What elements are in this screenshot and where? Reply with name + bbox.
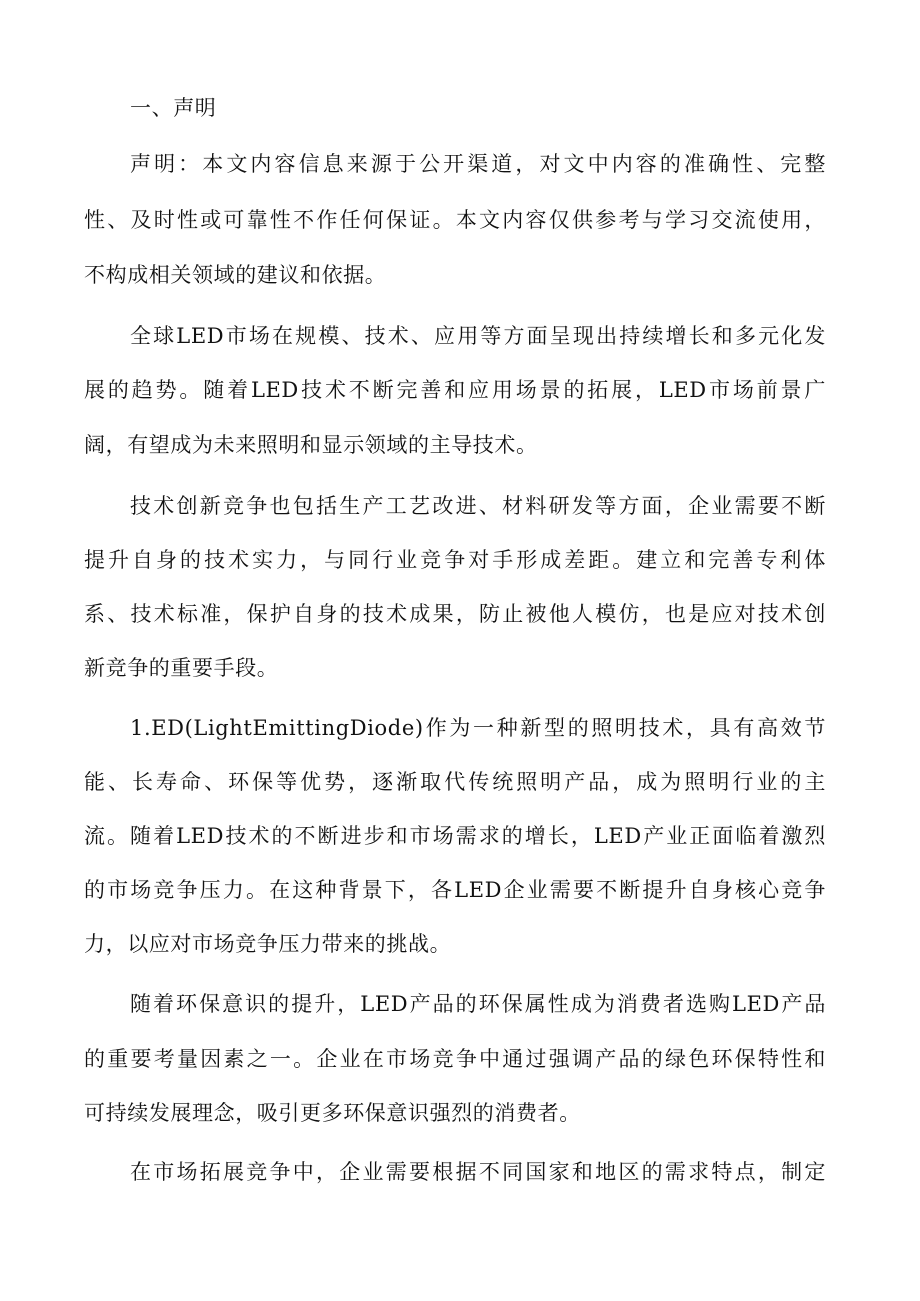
paragraph-line: 技术创新竞争也包括生产工艺改进、材料研发等方面，企业需要不断 — [130, 494, 826, 518]
section-heading: 一、声明 — [130, 96, 217, 120]
paragraph-line: 全球LED市场在规模、技术、应用等方面呈现出持续增长和多元化发 — [130, 324, 826, 348]
paragraph-line: 的市场竞争压力。在这种背景下，各LED企业需要不断提升自身核心竞争 — [84, 878, 826, 902]
paragraph-line: 新竞争的重要手段。 — [84, 656, 279, 680]
paragraph-line: 力，以应对市场竞争压力带来的挑战。 — [84, 932, 452, 956]
paragraph-line: 的重要考量因素之一。企业在市场竞争中通过强调产品的绿色环保特性和 — [84, 1047, 826, 1071]
paragraph-line: 阔，有望成为未来照明和显示领域的主导技术。 — [84, 433, 538, 457]
paragraph-line: 流。随着LED技术的不断进步和市场需求的增长，LED产业正面临着激烈 — [84, 824, 826, 848]
paragraph-line: 声明：本文内容信息来源于公开渠道，对文中内容的准确性、完整 — [130, 152, 826, 176]
paragraph-line: 提升自身的技术实力，与同行业竞争对手形成差距。建立和完善专利体 — [84, 548, 826, 572]
paragraph-line: 能、长寿命、环保等优势，逐渐取代传统照明产品，成为照明行业的主 — [84, 770, 826, 794]
paragraph-line: 在市场拓展竞争中，企业需要根据不同国家和地区的需求特点，制定 — [130, 1160, 826, 1184]
paragraph-line: 随着环保意识的提升，LED产品的环保属性成为消费者选购LED产品 — [130, 992, 826, 1016]
paragraph-line: 展的趋势。随着LED技术不断完善和应用场景的拓展，LED市场前景广 — [84, 378, 826, 402]
paragraph-line: 系、技术标准，保护自身的技术成果，防止被他人模仿，也是应对技术创 — [84, 602, 826, 626]
paragraph-line: 可持续发展理念，吸引更多环保意识强烈的消费者。 — [84, 1101, 581, 1125]
paragraph-line: 1.ED(LightEmittingDiode)作为一种新型的照明技术，具有高效节 — [130, 716, 826, 740]
paragraph-line: 不构成相关领域的建议和依据。 — [84, 263, 387, 287]
paragraph-line: 性、及时性或可靠性不作任何保证。本文内容仅供参考与学习交流使用， — [84, 208, 826, 232]
